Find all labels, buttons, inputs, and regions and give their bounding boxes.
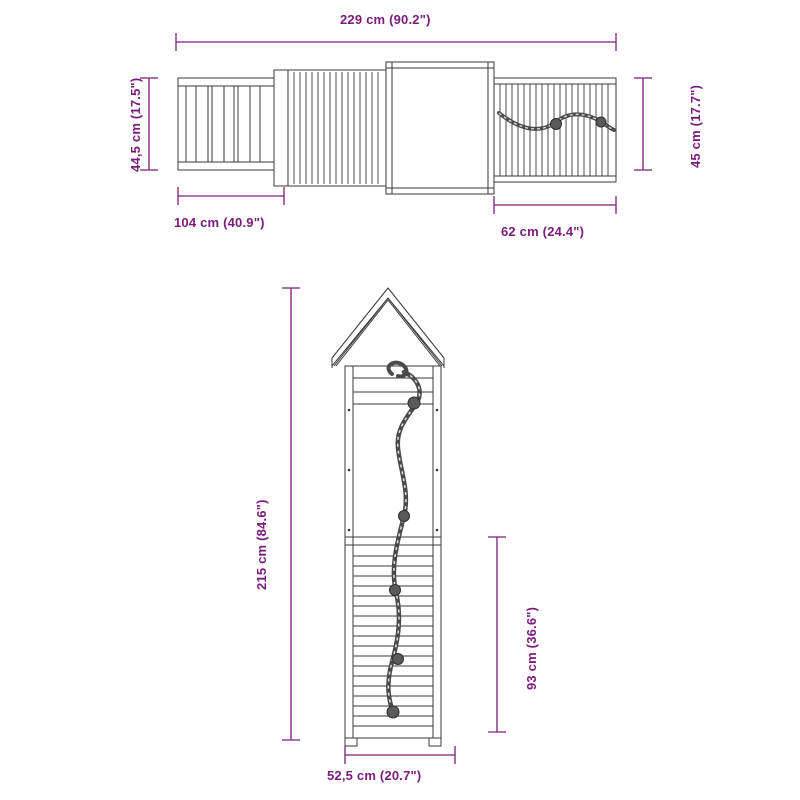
dim-label-left-section-width: 104 cm (40.9") xyxy=(174,215,265,230)
front-view-geometry xyxy=(178,62,616,194)
dim-label-deck-height: 93 cm (36.6") xyxy=(524,606,539,690)
dim-label-left-height: 44,5 cm (17.5") xyxy=(128,77,143,172)
dim-label-tower-depth: 52,5 cm (20.7") xyxy=(327,768,422,783)
dim-label-right-section-width: 62 cm (24.4") xyxy=(501,224,585,239)
dim-label-right-height: 45 cm (17.7") xyxy=(688,84,703,168)
dim-label-overall-width: 229 cm (90.2") xyxy=(340,12,431,27)
dim-label-tower-height: 215 cm (84.6") xyxy=(254,499,269,590)
